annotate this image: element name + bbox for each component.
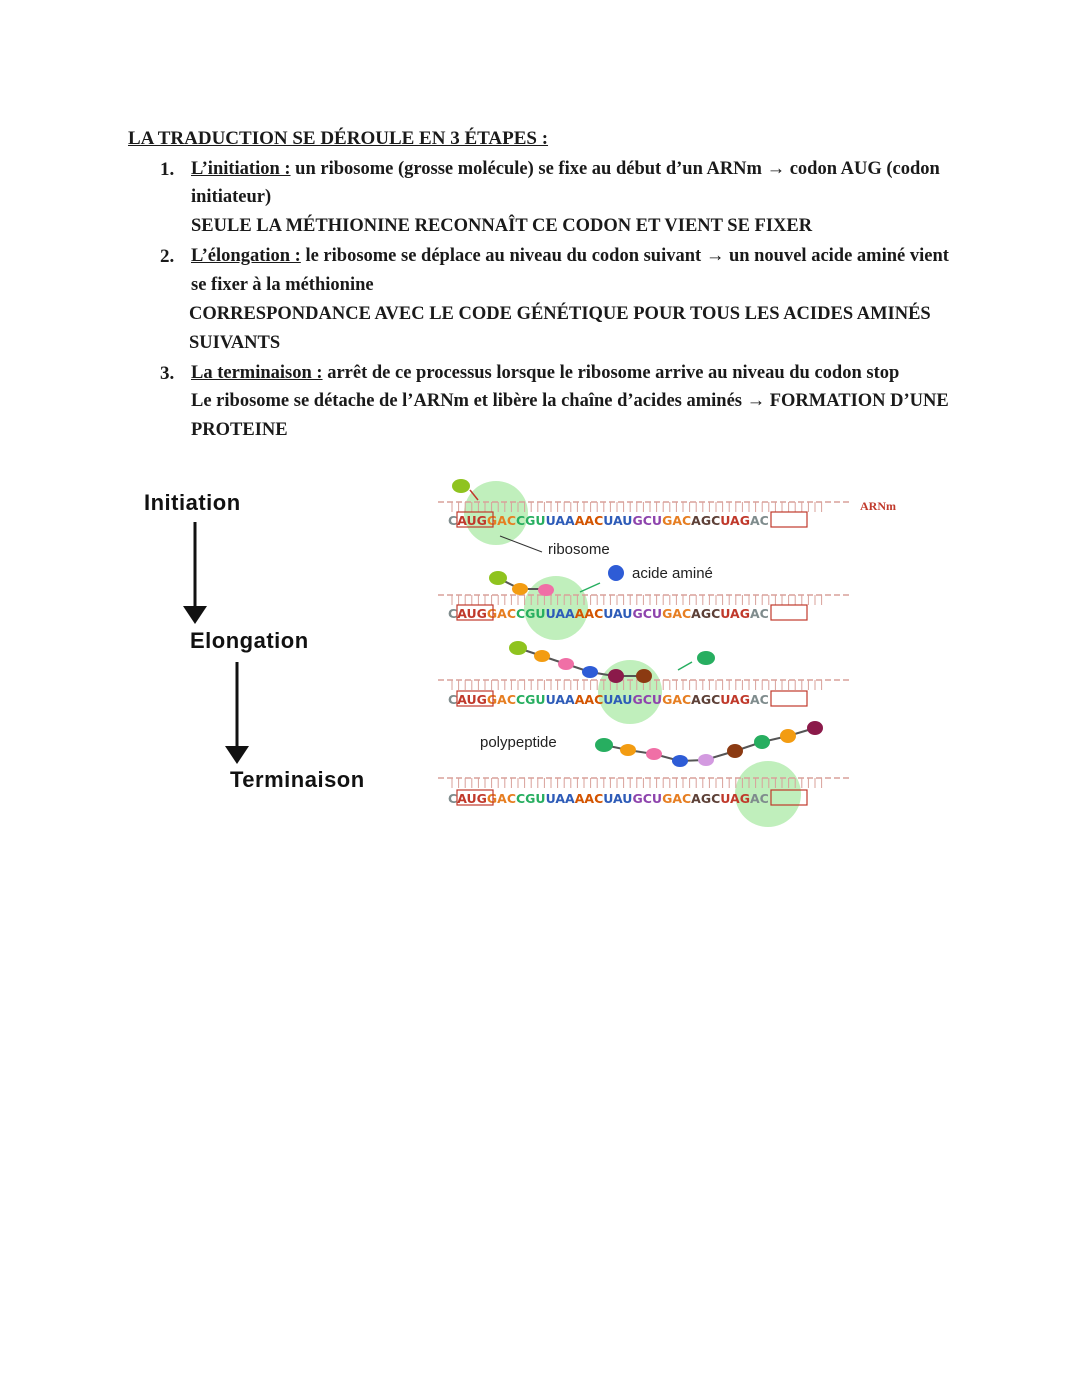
step-2-text: le ribosome se déplace au niveau du codon suivant → un nouvel acide aminé vient [305,246,949,266]
step-3-term: La terminaison : [191,363,323,383]
step-1-line-1 [191,159,940,180]
codon: UAU [603,513,633,528]
step-3-text: arrêt de ce processus lorsque le ribosome arrive au niveau du codon stop [327,363,900,383]
codon: CGU [516,692,546,707]
step-1-emphasis: SEULE LA MÉTHIONINE RECONNAÎT CE CODON ET VIENT SE FIXER [191,216,813,236]
codon: AAC [574,692,604,707]
codon: UAA [545,606,575,621]
mrna-ribosome-illustration [430,470,930,840]
section-heading: LA TRADUCTION SE DÉROULE EN 3 ÉTAPES : [128,128,549,149]
step-3-line-2 [191,391,949,412]
arrow-down-icon [175,520,215,630]
codon: AGC [691,791,721,806]
step-3-number: 3. [160,363,175,384]
codon: UAA [545,513,575,528]
codon: GAC [486,513,516,528]
codon: GCU [632,513,663,528]
codon: AGC [691,513,721,528]
translation-steps-text [0,0,1080,460]
mrna-strand-termination [438,721,850,827]
mrna-sequence [448,513,769,528]
codon: CGU [516,791,546,806]
codon: C [448,692,458,707]
step-1-term: L’initiation : [191,159,291,179]
codon: GAC [486,791,516,806]
codon: GCU [632,606,663,621]
codon: AUG [457,692,487,707]
translation-diagram [0,460,1080,840]
codon: GAC [662,692,692,707]
mrna-sequence [448,692,769,707]
step-3-line-1 [191,363,899,384]
codon: GAC [662,606,692,621]
codon: GAC [662,513,692,528]
codon: C [448,606,458,621]
step-3-emphasis: FORMATION D’UNE [769,391,949,411]
codon: AGC [691,692,721,707]
codon: AAC [574,791,604,806]
mrna-sequence [448,606,769,621]
codon: AUG [457,513,487,528]
codon: AC [749,791,769,806]
mrna-strand-initiation [438,479,896,582]
step-3-emphasis-2: PROTEINE [191,420,288,440]
codon: UAG [720,692,750,707]
codon: AGC [691,606,721,621]
step-1-number: 1. [160,159,175,180]
mrna-label: ARNm [860,499,896,513]
codon: UAU [603,791,633,806]
codon: GCU [632,692,663,707]
polypeptide-label: polypeptide [480,734,557,751]
codon: UAG [720,606,750,621]
codon: UAA [545,692,575,707]
codon: CGU [516,513,546,528]
step-3-text-2: Le ribosome se détache de l’ARNm et libère la chaîne d’acides aminés → [191,391,770,411]
step-2-number: 2. [160,246,175,267]
codon: GAC [486,692,516,707]
mrna-sequence [448,791,769,806]
methionine-amino-acid [452,479,470,493]
codon: UAU [603,692,633,707]
step-2-line-2: se fixer à la méthionine [191,275,374,295]
codon: CGU [516,606,546,621]
codon: AUG [457,606,487,621]
codon: GAC [662,791,692,806]
codon: GCU [632,791,663,806]
step-1-line-2: initiateur) [191,187,272,207]
arrow-down-icon [217,660,257,770]
codon: UAA [545,791,575,806]
mrna-strand-elongation-2 [438,641,850,724]
step-2-term: L’élongation : [191,246,301,266]
codon: C [448,791,458,806]
stage-initiation-label: Initiation [144,490,241,515]
codon: UAG [720,513,750,528]
stage-terminaison-label: Terminaison [230,767,365,792]
ribosome-label: ribosome [548,541,610,558]
codon: AC [749,692,769,707]
codon: AC [749,606,769,621]
codon: AUG [457,791,487,806]
codon: AAC [574,513,604,528]
step-1-text: un ribosome (grosse molécule) se fixe au début d’un ARNm → codon AUG (codon [295,159,940,179]
amino-acid-label: acide aminé [632,565,713,582]
codon: AAC [574,606,604,621]
amino-acid-icon [608,565,624,581]
step-2-line-1 [191,246,949,267]
step-2-emphasis-1: CORRESPONDANCE AVEC LE CODE GÉNÉTIQUE POUR TOUS LES ACIDES AMINÉS [189,304,931,324]
step-2-emphasis-2: SUIVANTS [189,333,281,353]
stage-elongation-label: Elongation [190,628,309,653]
codon: UAU [603,606,633,621]
codon: GAC [486,606,516,621]
codon: AC [749,513,769,528]
codon: UAG [720,791,750,806]
codon: C [448,513,458,528]
